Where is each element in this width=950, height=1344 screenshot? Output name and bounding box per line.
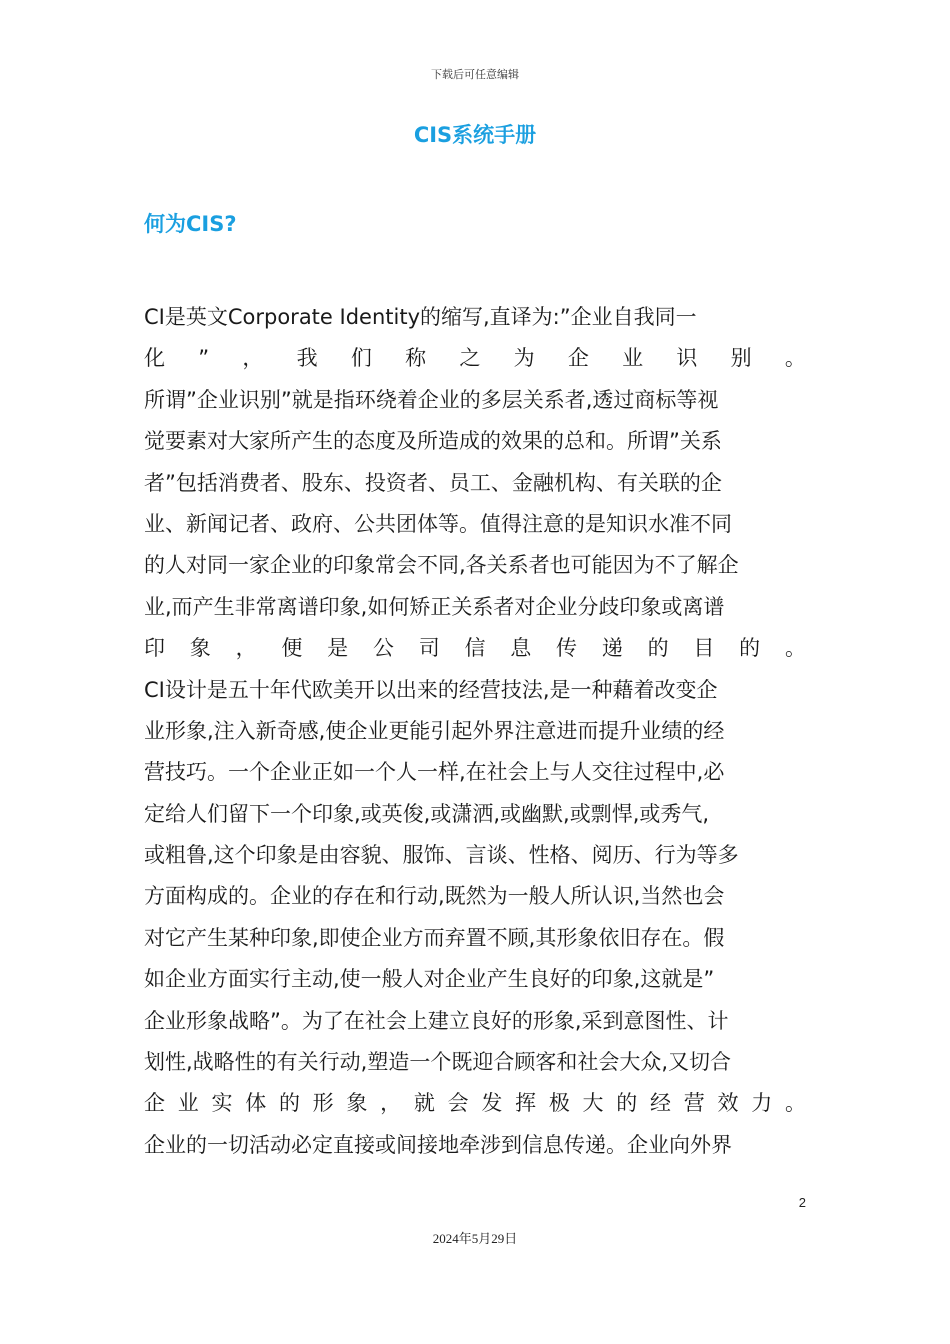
body-line: 者”包括消费者、股东、投资者、员工、金融机构、有关联的企 bbox=[144, 470, 722, 495]
body-char: 化 bbox=[144, 346, 165, 371]
body-line: 或粗鲁,这个印象是由容貌、服饰、言谈、性格、阅历、行为等多 bbox=[144, 843, 739, 868]
body-line: 的人对同一家企业的印象常会不同,各关系者也可能因为不了解企 bbox=[144, 553, 739, 578]
body-line: 定给人们留下一个印象,或英俊,或潇洒,或幽默,或剽悍,或秀气, bbox=[144, 801, 710, 826]
body-char: 大 bbox=[582, 1091, 604, 1116]
body-char: 别 bbox=[730, 346, 752, 371]
body-line: 所谓”企业识别”就是指环绕着企业的多层关系者,透过商标等视 bbox=[144, 387, 719, 412]
body-line bbox=[144, 1083, 806, 1124]
body-char: 识 bbox=[676, 346, 698, 371]
body-char: 的 bbox=[278, 1091, 300, 1116]
body-line: 营技巧。一个企业正如一个人一样,在社会上与人交往过程中,必 bbox=[144, 760, 725, 785]
body-char: 的 bbox=[739, 636, 761, 661]
body-line: 业、新闻记者、政府、公共团体等。值得注意的是知识水准不同 bbox=[144, 511, 732, 536]
body-char: 们 bbox=[350, 346, 372, 371]
body-char: ， bbox=[235, 636, 257, 661]
body-char: 印 bbox=[144, 636, 165, 661]
body-char: 是 bbox=[327, 636, 349, 661]
body-char: 业 bbox=[177, 1091, 199, 1116]
body-text bbox=[144, 297, 806, 1166]
body-char: 力 bbox=[751, 1091, 773, 1116]
body-char: 公 bbox=[372, 636, 394, 661]
page-footer-date: 2024年5月29日 bbox=[432, 1231, 518, 1246]
body-char: 信 bbox=[464, 636, 486, 661]
body-line: CI是英文Corporate Identity的缩写,直译为:”企业自我同一 bbox=[144, 305, 697, 329]
body-line: 如企业方面实行主动,使一般人对企业产生良好的印象,这就是” bbox=[144, 967, 715, 992]
body-char: 息 bbox=[510, 636, 532, 661]
body-line: 划性,战略性的有关行动,塑造一个既迎合顾客和社会大众,又切合 bbox=[144, 1050, 732, 1075]
body-line: CI设计是五十年代欧美开以出来的经营技法,是一种藉着改变企 bbox=[144, 677, 718, 702]
body-char: 经 bbox=[650, 1091, 672, 1116]
body-line bbox=[144, 628, 806, 669]
body-line: 企业的一切活动必定直接或间接地牵涉到信息传递。企业向外界 bbox=[144, 1132, 732, 1157]
body-char: 象 bbox=[189, 636, 211, 661]
body-char: 递 bbox=[601, 636, 623, 661]
body-char: 为 bbox=[513, 346, 535, 371]
body-char: 挥 bbox=[515, 1091, 537, 1116]
body-char: 业 bbox=[622, 346, 644, 371]
body-char: 目 bbox=[693, 636, 715, 661]
body-char: 发 bbox=[481, 1091, 503, 1116]
body-line: 企业形象战略”。为了在社会上建立良好的形象,采到意图性、计 bbox=[144, 1008, 729, 1033]
body-char: ， bbox=[380, 1091, 402, 1116]
body-char: 称 bbox=[405, 346, 427, 371]
page-number: 2 bbox=[798, 1195, 806, 1210]
page-header-note: 下载后可任意编辑 bbox=[431, 68, 519, 81]
body-char: 体 bbox=[245, 1091, 267, 1116]
body-char: 。 bbox=[784, 346, 806, 371]
body-char: 就 bbox=[413, 1091, 435, 1116]
body-char: 之 bbox=[459, 346, 481, 371]
body-char: 极 bbox=[548, 1091, 570, 1116]
body-line: 业形象,注入新奇感,使企业更能引起外界注意进而提升业绩的经 bbox=[144, 718, 725, 743]
body-char: 效 bbox=[717, 1091, 739, 1116]
body-char: 象 bbox=[346, 1091, 368, 1116]
body-char: 的 bbox=[616, 1091, 638, 1116]
body-char: ” bbox=[198, 346, 210, 371]
body-char: 传 bbox=[556, 636, 578, 661]
body-char: 营 bbox=[683, 1091, 705, 1116]
body-char: 形 bbox=[312, 1091, 334, 1116]
body-char: 企 bbox=[144, 1091, 165, 1116]
body-char: 企 bbox=[567, 346, 589, 371]
body-char: 。 bbox=[784, 636, 806, 661]
body-char: 便 bbox=[281, 636, 303, 661]
body-line: 对它产生某种印象,即使企业方而弃置不顾,其形象依旧存在。假 bbox=[144, 925, 725, 950]
body-char: 实 bbox=[211, 1091, 233, 1116]
section-heading: 何为CIS? bbox=[144, 212, 237, 236]
body-char: 会 bbox=[447, 1091, 469, 1116]
body-char: 我 bbox=[296, 346, 318, 371]
document-title: CIS系统手册 bbox=[413, 123, 537, 147]
body-line: 方面构成的。企业的存在和行动,既然为一般人所认识,当然也会 bbox=[144, 884, 725, 909]
body-char: 司 bbox=[418, 636, 440, 661]
body-line: 业,而产生非常离谱印象,如何矫正关系者对企业分歧印象或离谱 bbox=[144, 594, 725, 619]
body-char: 的 bbox=[647, 636, 669, 661]
body-line bbox=[144, 338, 806, 379]
body-line: 觉要素对大家所产生的态度及所造成的效果的总和。所谓”关系 bbox=[144, 429, 722, 454]
body-char: 。 bbox=[784, 1091, 806, 1116]
body-char: ， bbox=[242, 346, 264, 371]
